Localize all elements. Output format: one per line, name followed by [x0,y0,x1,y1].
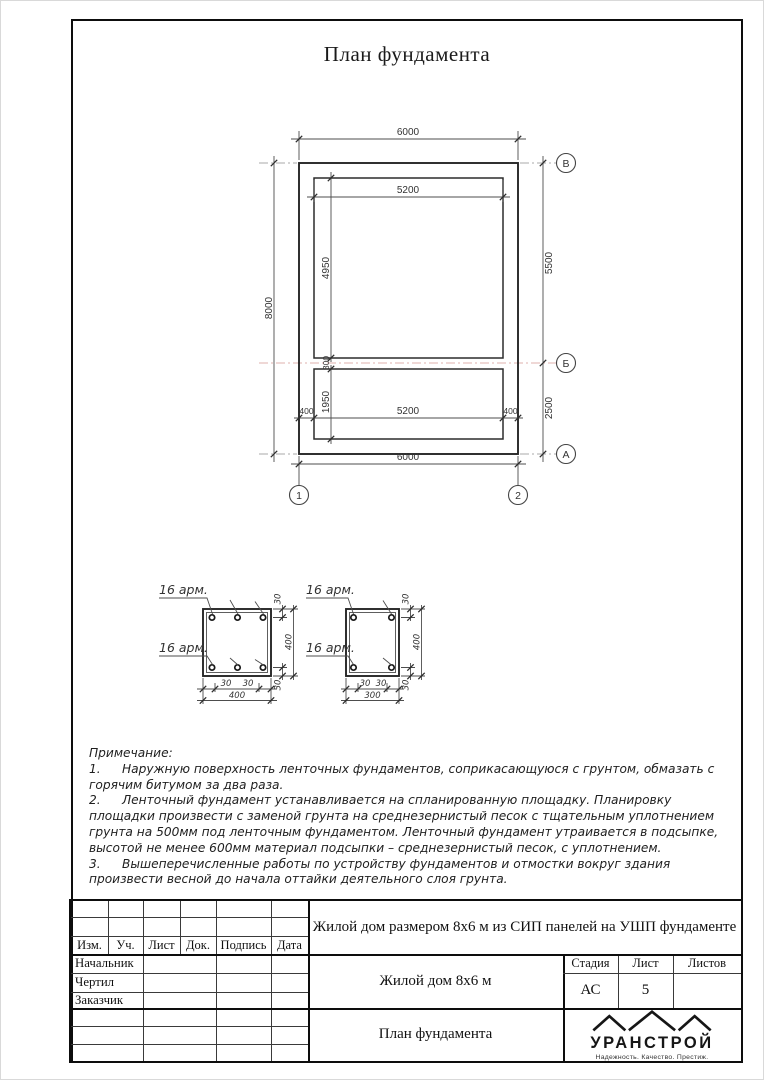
logo-name: УРАНСТРОЙ [590,1033,714,1052]
s1-height: 400 [284,633,295,651]
dim-right-upper: 5500 [544,251,555,275]
tb-line [71,917,308,918]
section-300 [306,582,425,704]
dim-bottom-wall-left: 400 [299,406,314,416]
tb-line [216,901,217,1061]
rebar-callout: 16 арм. [306,582,355,597]
dim-left-total: 8000 [264,296,275,320]
tb-sheets-total [673,973,741,1008]
logo-tagline: Надежность. Качество. Престиж. [595,1053,709,1061]
tb-role-chertil: Чертил [75,975,115,989]
axis-label-1: 1 [296,489,302,502]
s1-cover-left: 30 [220,679,232,689]
tb-col-podpis: Подпись [220,937,267,952]
tb-role-nachalnik: Начальник [75,956,134,970]
page-title: План фундамента [323,42,491,66]
note-text: Вышеперечисленные работы по устройству фундаментов и отмостки вокруг здания произвести весной до начала оттайки деятельного слоя грунта. [89,856,671,887]
tb-col-list: Лист [148,937,175,952]
s2-cover-top: 30 [401,593,412,605]
axis-label-a: А [562,448,570,461]
s2-cover-bottom: 30 [401,679,412,691]
axis-lines [259,163,556,485]
dim-bottom-outer: 6000 [396,452,420,463]
axis-label-b: Б [562,357,570,370]
dim-bottom-wall-right: 400 [503,406,518,416]
s1-cover-top: 30 [273,593,284,605]
note-number: 3. [89,856,101,871]
dim-lower-opening-height: 1950 [321,390,332,414]
s2-cover-right: 30 [375,679,387,689]
dim-upper-opening-height: 4950 [321,256,332,280]
tb-line [71,1044,308,1045]
tb-col-uch: Уч. [116,937,135,952]
dim-rib: 300 [321,355,331,371]
note-text: Ленточный фундамент устанавливается на спланированную площадку. Планировку площадки произвести с заменой грунта на среднезернистый песок с тщательным уплотнением грунта на 500мм под ленточным фундаментом. Ленточный фундамент утраивается в подсыпке, высотой не менее 600мм материал подсыпки – среднезернистый песок, с уплотнением. [89,793,719,855]
tb-project-title: Жилой дом размером 8х6 м из СИП панелей на УШП фундаменте [312,919,737,935]
rebar-callout: 16 арм. [306,640,355,655]
s1-cover-right: 30 [242,679,254,689]
roof-logo-icon [586,1009,718,1033]
tb-line [71,1026,308,1027]
notes-block [89,746,725,888]
note-item [89,793,725,856]
s1-cover-bottom: 30 [273,679,284,691]
s1-width: 400 [228,691,246,701]
note-item [89,857,725,889]
tb-object-name: Жилой дом 8х6 м [379,972,492,989]
note-number: 2. [89,793,101,808]
rebar-callout: 16 арм. [159,582,208,597]
tb-drawing-name: План фундамента [378,1026,493,1042]
dim-bottom-inner: 5200 [396,406,420,417]
tb-col-izm: Изм. [77,937,102,952]
dim-top-outer: 6000 [396,127,420,138]
tb-col-data: Дата [277,937,302,952]
section-400 [159,582,298,704]
note-text: Наружную поверхность ленточных фундаментов, соприкасающуюся с грунтом, обмазать с горячим битумом за два раза. [89,761,715,792]
tb-role-zakazchik: Заказчик [75,992,124,1007]
tb-sheet-number: 5 [641,982,650,998]
tb-sheet-label: Лист [632,956,659,970]
tb-stage-label: Стадия [571,956,610,970]
rebar-callout: 16 арм. [159,640,208,655]
tb-sheets-label: Листов [687,956,727,970]
axis-label-v: В [562,157,570,170]
company-logo [563,1008,741,1061]
tb-stage-value: АС [580,982,601,998]
dim-right-lower: 2500 [544,396,555,420]
note-number: 1. [89,761,101,776]
notes-heading: Примечание: [89,746,173,760]
s2-height: 400 [412,633,423,651]
s2-cover-left: 30 [359,679,371,689]
title-block [69,899,743,1063]
tb-line [143,901,144,1061]
tb-line [271,901,272,1061]
note-item [89,762,725,794]
dim-top-inner: 5200 [396,185,420,196]
axis-markers [290,154,576,505]
axis-label-2: 2 [515,489,521,502]
s2-width: 300 [364,691,381,701]
tb-col-dok: Док. [186,937,210,952]
